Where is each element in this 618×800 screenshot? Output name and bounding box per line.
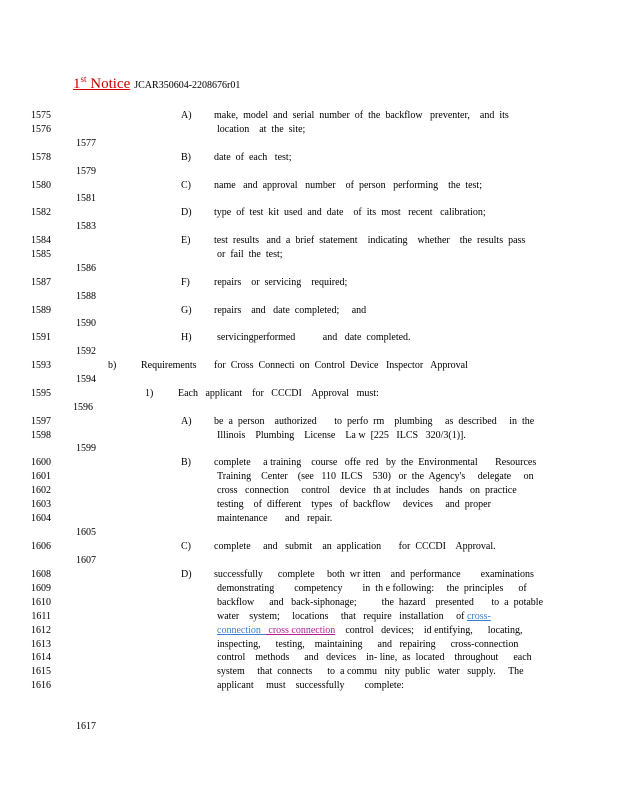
item-text: type of test kit used and date of its most recent calibration; — [214, 207, 486, 218]
item-text: Illinois Plumbing License La w [225 ILCS 320/3(1)]. — [217, 430, 466, 441]
line-number: 1584 — [31, 235, 51, 246]
cross-connection-link[interactable]: cross- — [466, 611, 491, 622]
item-text: demonstrating competency in th e following: the principles of — [217, 583, 527, 594]
item-label: D) — [181, 207, 192, 218]
item-text: Requirements for Cross Connecti on Control Device Inspector Approval — [141, 360, 468, 371]
line-number: 1587 — [31, 277, 51, 288]
line-number: 1593 — [31, 360, 51, 371]
line-number: 1581 — [76, 193, 96, 204]
line-number: 1577 — [76, 138, 96, 149]
item-label: E) — [181, 235, 191, 246]
line-number: 1575 — [31, 110, 51, 121]
line-number: 1580 — [31, 180, 51, 191]
document-header — [73, 74, 240, 93]
line-number: 1582 — [31, 207, 51, 218]
document-id: JCAR350604-2208676r01 — [134, 80, 241, 91]
item-text: complete and submit an application for CCCDI Approval. — [214, 541, 496, 552]
item-text: repairs and date completed; and — [214, 305, 367, 316]
item-text: backflow and back-siphonage; the hazard presented to a potable — [217, 597, 544, 608]
notice-label: 1st Notice — [73, 74, 131, 92]
item-text: name and approval number of person performing the test; — [214, 180, 482, 191]
item-text: or fail the test; — [217, 249, 283, 260]
line-number: 1583 — [76, 221, 96, 232]
item-text: make, model and serial number of the backflow preventer, and its — [214, 110, 509, 121]
line-number: 1610 — [31, 597, 51, 608]
item-text: testing of different types of backflow devices and proper — [217, 499, 491, 510]
line-number: 1592 — [76, 346, 96, 357]
item-label: H) — [181, 332, 192, 343]
line-number: 1605 — [76, 527, 96, 538]
line-number: 1594 — [76, 374, 96, 385]
line-number: 1576 — [31, 124, 51, 135]
item-label: A) — [181, 416, 192, 427]
line-number: 1615 — [31, 666, 51, 677]
line-number: 1617 — [76, 721, 96, 732]
item-label: B) — [181, 152, 191, 163]
line-number: 1608 — [31, 569, 51, 580]
item-text: successfully complete both wr itten and performance examinations — [214, 569, 534, 580]
line-number: 1612 — [31, 625, 51, 636]
line-number: 1603 — [31, 499, 51, 510]
item-label: A) — [181, 110, 192, 121]
line-number: 1597 — [31, 416, 51, 427]
item-text: maintenance and repair. — [217, 513, 333, 524]
item-label: C) — [181, 541, 191, 552]
line-number: 1609 — [31, 583, 51, 594]
line-number: 1578 — [31, 152, 51, 163]
line-number: 1591 — [31, 332, 51, 343]
item-text-segment: water system; locations that require installation of — [217, 611, 467, 622]
line-number: 1596 — [73, 402, 93, 413]
line-number: 1613 — [31, 639, 51, 650]
line-number: 1614 — [31, 652, 51, 663]
item-text: cross connection control device th at includes hands on practice — [217, 485, 517, 496]
item-label: F) — [181, 277, 190, 288]
item-text: date of each test; — [214, 152, 292, 163]
item-text: inspecting, testing, maintaining and repairing cross-connection — [217, 639, 519, 650]
line-number: 1588 — [76, 291, 96, 302]
item-label: B) — [181, 457, 191, 468]
item-text: applicant must successfully complete: — [217, 680, 404, 691]
line-number: 1604 — [31, 513, 51, 524]
line-number: 1595 — [31, 388, 51, 399]
line-number: 1616 — [31, 680, 51, 691]
item-text: servicingperformed and date completed. — [217, 332, 411, 343]
item-text: control methods and devices in- line, as located throughout each — [217, 652, 532, 663]
cross-connection-link[interactable]: connection — [217, 625, 266, 636]
item-text: test results and a brief statement indicating whether the results pass — [214, 235, 526, 246]
line-number: 1606 — [31, 541, 51, 552]
item-text: complete a training course offe red by the Environmental Resources — [214, 457, 537, 468]
item-label: G) — [181, 305, 192, 316]
line-number: 1589 — [31, 305, 51, 316]
item-label: D) — [181, 569, 192, 580]
line-number: 1585 — [31, 249, 51, 260]
line-number: 1598 — [31, 430, 51, 441]
line-number: 1599 — [76, 443, 96, 454]
item-text: Training Center (see 110 ILCS 530) or the Agency's delegate on — [217, 471, 534, 482]
item-text — [217, 610, 491, 624]
line-number: 1600 — [31, 457, 51, 468]
line-number: 1590 — [76, 318, 96, 329]
item-text-segment: control devices; id entifying, locating, — [335, 625, 523, 636]
line-number: 1586 — [76, 263, 96, 274]
item-label: b) — [108, 360, 117, 371]
line-number: 1602 — [31, 485, 51, 496]
item-text: location at the site; — [217, 124, 306, 135]
item-label: C) — [181, 180, 191, 191]
item-text: system that connects to a commu nity public water supply. The — [217, 666, 524, 677]
revision-mark: cross connection — [265, 625, 336, 636]
line-number: 1601 — [31, 471, 51, 482]
item-label: 1) — [145, 388, 154, 399]
line-number: 1607 — [76, 555, 96, 566]
item-text — [217, 624, 523, 638]
line-number: 1579 — [76, 166, 96, 177]
item-text: Each applicant for CCCDI Approval must: — [178, 388, 379, 399]
item-text: be a person authorized to perfo rm plumbing as described in the — [214, 416, 535, 427]
line-number: 1611 — [31, 611, 51, 622]
item-text: repairs or servicing required; — [214, 277, 348, 288]
